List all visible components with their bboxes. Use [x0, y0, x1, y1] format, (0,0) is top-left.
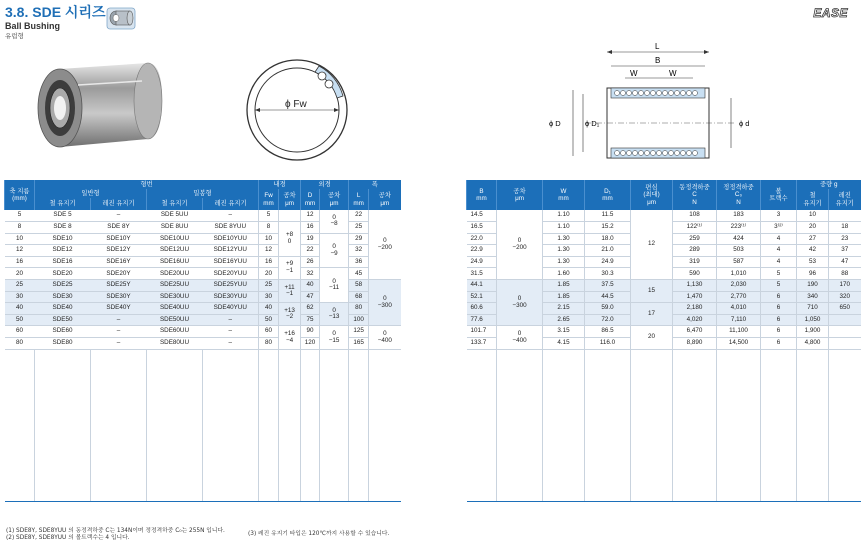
model-resin-cell: SDE16Y [91, 256, 147, 268]
weight-resin-cell: 18 [829, 222, 861, 234]
L-cell: 58 [349, 280, 369, 292]
fw-cell: 12 [259, 245, 279, 257]
col-resin-1: 레진 유지기 [91, 198, 147, 210]
model-resin-cell: SDE25Y [91, 280, 147, 292]
footnote-1: (1) SDE8Y, SDE8YUU 의 동정격하중 C는 134N이며 정정격하중 C₀는 255N 입니다. [6, 528, 225, 534]
D1-cell: 72.0 [585, 314, 631, 326]
B-cell: 52.1 [467, 291, 497, 303]
model-sealed-resin-cell: SDE20YUU [203, 268, 259, 280]
model-steel-cell: SDE80 [35, 338, 91, 350]
W-cell: 1.10 [543, 222, 585, 234]
col-weight-steel: 철 유지기 [797, 189, 829, 210]
col-ecc: 편심 (최대) μm [631, 180, 673, 210]
fw-tolerance-cell [279, 210, 301, 222]
dim-D: ϕ D [549, 119, 561, 128]
dynamic-load-cell: 319 [673, 256, 717, 268]
fw-cell: 50 [259, 314, 279, 326]
shaft-diameter-cell: 5 [5, 210, 35, 222]
filler-cell [91, 349, 147, 501]
weight-resin-cell [829, 326, 861, 338]
dynamic-load-cell: 590 [673, 268, 717, 280]
filler-cell [497, 349, 543, 501]
D-cell: 32 [301, 268, 320, 280]
weight-resin-cell: 23 [829, 233, 861, 245]
weight-steel-cell: 710 [797, 303, 829, 315]
W-cell: 1.30 [543, 245, 585, 257]
model-resin-cell: SDE40Y [91, 303, 147, 315]
ball-tracks-cell: 6 [761, 314, 797, 326]
B-cell: 24.9 [467, 256, 497, 268]
dynamic-load-cell: 108 [673, 210, 717, 222]
dynamic-load-cell: 1,470 [673, 291, 717, 303]
B-tolerance-cell: 0 −400 [497, 326, 543, 349]
static-load-cell: 424 [717, 233, 761, 245]
shaft-diameter-cell: 30 [5, 291, 35, 303]
static-load-cell: 587 [717, 256, 761, 268]
col-C0: 정정격하중 C₀ N [717, 180, 761, 210]
model-sealed-steel-cell: SDE 8UU [147, 222, 203, 234]
weight-resin-cell: 320 [829, 291, 861, 303]
L-cell: 32 [349, 245, 369, 257]
model-sealed-resin-cell: – [203, 326, 259, 338]
weight-steel-cell: 27 [797, 233, 829, 245]
L-tolerance-cell: 0 −400 [369, 326, 401, 349]
D-cell: 22 [301, 245, 320, 257]
static-load-cell: 11,100 [717, 326, 761, 338]
static-load-cell: 4,010 [717, 303, 761, 315]
col-shaft: 축 지름 (mm) [5, 180, 35, 210]
model-sealed-steel-cell: SDE40UU [147, 303, 203, 315]
left-table-row [5, 268, 401, 280]
page-subtitle-korean: 유럽형 [5, 32, 24, 40]
dynamic-load-cell: 259 [673, 233, 717, 245]
L-cell: 80 [349, 303, 369, 315]
static-load-cell: 2,770 [717, 291, 761, 303]
model-resin-cell: – [91, 210, 147, 222]
D-cell: 120 [301, 338, 320, 350]
dynamic-load-cell: 289 [673, 245, 717, 257]
ball-tracks-cell: 6 [761, 303, 797, 315]
dim-W-1: W [630, 69, 638, 78]
group-inner: 내경 [259, 180, 301, 189]
weight-steel-cell: 96 [797, 268, 829, 280]
filler-cell [717, 349, 761, 501]
filler-cell [259, 349, 279, 501]
left-table-row [5, 303, 401, 315]
D1-cell: 59.0 [585, 303, 631, 315]
group-weight: 중량 g [797, 180, 861, 189]
fw-cell: 40 [259, 303, 279, 315]
model-sealed-steel-cell: SDE60UU [147, 326, 203, 338]
model-resin-cell: – [91, 314, 147, 326]
D-cell: 62 [301, 303, 320, 315]
right-table-row [467, 280, 861, 292]
model-resin-cell: SDE12Y [91, 245, 147, 257]
weight-steel-cell: 1,900 [797, 326, 829, 338]
shaft-diameter-cell: 16 [5, 256, 35, 268]
dynamic-load-cell: 122⁽¹⁾ [673, 222, 717, 234]
model-resin-cell: – [91, 326, 147, 338]
shaft-diameter-cell: 12 [5, 245, 35, 257]
B-tolerance-cell: 0 −300 [497, 280, 543, 326]
fw-tolerance-cell: +11 −1 [279, 280, 301, 303]
D1-cell: 21.0 [585, 245, 631, 257]
W-cell: 2.65 [543, 314, 585, 326]
ball-tracks-cell: 5 [761, 280, 797, 292]
model-steel-cell: SDE12 [35, 245, 91, 257]
fw-cell: 16 [259, 256, 279, 268]
B-cell: 77.6 [467, 314, 497, 326]
B-cell: 101.7 [467, 326, 497, 338]
static-load-cell: 1,010 [717, 268, 761, 280]
model-steel-cell: SDE10 [35, 233, 91, 245]
D1-cell: 30.3 [585, 268, 631, 280]
D-cell: 47 [301, 291, 320, 303]
weight-resin-cell: 650 [829, 303, 861, 315]
col-weight-resin: 레진 유지기 [829, 189, 861, 210]
model-sealed-steel-cell: SDE30UU [147, 291, 203, 303]
col-resin-2: 레진 유지기 [203, 198, 259, 210]
model-resin-cell: SDE30Y [91, 291, 147, 303]
col-B-tol: 공차 μm [497, 180, 543, 210]
D1-cell: 44.5 [585, 291, 631, 303]
filler-cell [203, 349, 259, 501]
weight-steel-cell: 4,800 [797, 338, 829, 350]
weight-resin-cell: 47 [829, 256, 861, 268]
fw-label: ϕ Fw [285, 99, 307, 110]
W-cell: 1.30 [543, 233, 585, 245]
fw-cell: 10 [259, 233, 279, 245]
D-tolerance-cell: 0 −15 [320, 326, 349, 349]
footnote-2: (2) SDE8Y, SDE8YUU 의 볼트랙수는 4 입니다. [6, 534, 130, 541]
ball-tracks-cell: 3⁽²⁾ [761, 222, 797, 234]
ball-tracks-cell: 3 [761, 210, 797, 222]
static-load-cell: 223⁽¹⁾ [717, 222, 761, 234]
weight-steel-cell: 53 [797, 256, 829, 268]
dim-L: L [655, 42, 660, 51]
filler-cell [320, 349, 349, 501]
B-cell: 16.5 [467, 222, 497, 234]
W-cell: 4.15 [543, 338, 585, 350]
col-C: 동정격하중 C N [673, 180, 717, 210]
model-steel-cell: SDE 5 [35, 210, 91, 222]
W-cell: 1.85 [543, 291, 585, 303]
filler-cell [543, 349, 585, 501]
brand-logo: EASE [813, 6, 848, 20]
ball-tracks-cell: 4 [761, 233, 797, 245]
model-sealed-steel-cell: SDE10UU [147, 233, 203, 245]
col-B: B mm [467, 180, 497, 210]
weight-steel-cell: 190 [797, 280, 829, 292]
dynamic-load-cell: 8,890 [673, 338, 717, 350]
col-D: D mm [301, 189, 320, 210]
fw-tolerance-cell: +8 0 [279, 222, 301, 257]
dim-B: B [655, 56, 661, 65]
B-cell: 22.9 [467, 245, 497, 257]
weight-steel-cell: 1,050 [797, 314, 829, 326]
col-steel-1: 철 유지기 [35, 198, 91, 210]
model-resin-cell: SDE 8Y [91, 222, 147, 234]
ball-bushing-photo [30, 55, 175, 165]
model-sealed-resin-cell: – [203, 210, 259, 222]
sub-sealed: 밀봉형 [147, 189, 259, 198]
fw-cell: 8 [259, 222, 279, 234]
weight-steel-cell: 42 [797, 245, 829, 257]
L-cell: 68 [349, 291, 369, 303]
model-sealed-steel-cell: SDE20UU [147, 268, 203, 280]
static-load-cell: 183 [717, 210, 761, 222]
filler-cell [631, 349, 673, 501]
col-D1: D₁ mm [585, 180, 631, 210]
B-cell: 14.5 [467, 210, 497, 222]
W-cell: 1.30 [543, 256, 585, 268]
static-load-cell: 2,030 [717, 280, 761, 292]
left-table-row [5, 326, 401, 338]
L-cell: 125 [349, 326, 369, 338]
page-subtitle: Ball Bushing [5, 21, 61, 31]
filler-cell [797, 349, 829, 501]
footnotes [6, 528, 225, 541]
weight-steel-cell: 340 [797, 291, 829, 303]
weight-steel-cell: 10 [797, 210, 829, 222]
dim-d: ϕ d [739, 119, 750, 128]
W-cell: 1.60 [543, 268, 585, 280]
filler-cell [349, 349, 369, 501]
group-model: 형번 [35, 180, 259, 189]
fw-cell: 5 [259, 210, 279, 222]
model-sealed-steel-cell: SDE 5UU [147, 210, 203, 222]
filler-cell [5, 349, 35, 501]
model-sealed-steel-cell: SDE25UU [147, 280, 203, 292]
ball-tracks-cell: 4 [761, 256, 797, 268]
dim-D1: ϕ D₁ [585, 119, 600, 128]
L-tolerance-cell: 0 −200 [369, 210, 401, 280]
filler-row [5, 349, 401, 501]
weight-steel-cell: 20 [797, 222, 829, 234]
fw-cell: 60 [259, 326, 279, 338]
ball-tracks-cell: 6 [761, 326, 797, 338]
col-steel-2: 철 유지기 [147, 198, 203, 210]
filler-cell [147, 349, 203, 501]
model-sealed-steel-cell: SDE80UU [147, 338, 203, 350]
D-cell: 12 [301, 210, 320, 222]
model-sealed-steel-cell: SDE12UU [147, 245, 203, 257]
D1-cell: 116.0 [585, 338, 631, 350]
model-sealed-resin-cell: SDE25YUU [203, 280, 259, 292]
D1-cell: 24.9 [585, 256, 631, 268]
model-resin-cell: SDE10Y [91, 233, 147, 245]
right-table-row [467, 210, 861, 222]
col-L-tol: 공차 μm [369, 189, 401, 210]
end-view-drawing [245, 58, 357, 162]
L-cell: 165 [349, 338, 369, 350]
model-sealed-steel-cell: SDE50UU [147, 314, 203, 326]
D-cell: 26 [301, 256, 320, 268]
model-sealed-resin-cell: – [203, 338, 259, 350]
D-cell: 19 [301, 233, 320, 245]
W-cell: 1.85 [543, 280, 585, 292]
L-cell: 22 [349, 210, 369, 222]
left-table-row [5, 233, 401, 245]
shaft-diameter-cell: 60 [5, 326, 35, 338]
L-cell: 36 [349, 256, 369, 268]
filler-cell [673, 349, 717, 501]
D1-cell: 86.5 [585, 326, 631, 338]
W-cell: 2.15 [543, 303, 585, 315]
group-outer: 외경 [301, 180, 349, 189]
fw-tolerance-cell: +9 −1 [279, 256, 301, 279]
filler-row [467, 349, 861, 501]
shaft-diameter-cell: 40 [5, 303, 35, 315]
weight-resin-cell [829, 210, 861, 222]
model-steel-cell: SDE60 [35, 326, 91, 338]
model-sealed-resin-cell: SDE40YUU [203, 303, 259, 315]
model-resin-cell: SDE20Y [91, 268, 147, 280]
fw-cell: 25 [259, 280, 279, 292]
filler-cell [279, 349, 301, 501]
eccentricity-cell: 15 [631, 280, 673, 303]
group-width: 폭 [349, 180, 401, 189]
dynamic-load-cell: 1,130 [673, 280, 717, 292]
model-steel-cell: SDE30 [35, 291, 91, 303]
ball-tracks-cell: 5 [761, 268, 797, 280]
model-sealed-steel-cell: SDE16UU [147, 256, 203, 268]
L-cell: 45 [349, 268, 369, 280]
weight-resin-cell: 170 [829, 280, 861, 292]
ball-tracks-cell: 6 [761, 338, 797, 350]
D-cell: 40 [301, 280, 320, 292]
ball-tracks-cell: 4 [761, 245, 797, 257]
left-table-row [5, 210, 401, 222]
model-sealed-resin-cell: SDE 8YUU [203, 222, 259, 234]
weight-resin-cell [829, 338, 861, 350]
model-steel-cell: SDE40 [35, 303, 91, 315]
filler-cell [829, 349, 861, 501]
right-table-row [467, 326, 861, 338]
W-cell: 1.10 [543, 210, 585, 222]
weight-resin-cell: 37 [829, 245, 861, 257]
eccentricity-cell: 20 [631, 326, 673, 349]
footnote-3: (3) 레진 유지기 타입은 120℃까지 사용할 수 있습니다. [248, 531, 390, 537]
D-tolerance-cell: 0 −13 [320, 303, 349, 326]
shaft-diameter-cell: 50 [5, 314, 35, 326]
weight-resin-cell: 88 [829, 268, 861, 280]
dynamic-load-cell: 4,020 [673, 314, 717, 326]
dim-W-2: W [669, 69, 677, 78]
model-steel-cell: SDE25 [35, 280, 91, 292]
model-sealed-resin-cell: SDE12YUU [203, 245, 259, 257]
dynamic-load-cell: 2,180 [673, 303, 717, 315]
L-cell: 29 [349, 233, 369, 245]
filler-cell [585, 349, 631, 501]
model-sealed-resin-cell: SDE16YUU [203, 256, 259, 268]
fw-tolerance-cell: +16 −4 [279, 326, 301, 349]
sub-standard: 일반형 [35, 189, 147, 198]
weight-resin-cell [829, 314, 861, 326]
B-cell: 31.5 [467, 268, 497, 280]
ball-bushing-thumbnail-icon [106, 5, 136, 31]
B-cell: 133.7 [467, 338, 497, 350]
shaft-diameter-cell: 20 [5, 268, 35, 280]
shaft-diameter-cell: 8 [5, 222, 35, 234]
shaft-diameter-cell: 80 [5, 338, 35, 350]
B-cell: 22.0 [467, 233, 497, 245]
D-cell: 16 [301, 222, 320, 234]
fw-cell: 20 [259, 268, 279, 280]
ball-tracks-cell: 6 [761, 291, 797, 303]
static-load-cell: 14,500 [717, 338, 761, 350]
L-cell: 100 [349, 314, 369, 326]
D-tolerance-cell: 0 −11 [320, 268, 349, 303]
shaft-diameter-cell: 10 [5, 233, 35, 245]
model-resin-cell: – [91, 338, 147, 350]
D-cell: 75 [301, 314, 320, 326]
left-spec-table [4, 180, 401, 502]
D1-cell: 18.0 [585, 233, 631, 245]
W-cell: 3.15 [543, 326, 585, 338]
model-sealed-resin-cell: – [203, 314, 259, 326]
filler-cell [301, 349, 320, 501]
col-tracks: 볼 트랙수 [761, 180, 797, 210]
model-steel-cell: SDE20 [35, 268, 91, 280]
filler-cell [35, 349, 91, 501]
page-title: 3.8. SDE 시리즈 [5, 4, 106, 20]
page-title-block [5, 2, 106, 40]
static-load-cell: 503 [717, 245, 761, 257]
col-L: L mm [349, 189, 369, 210]
D1-cell: 37.5 [585, 280, 631, 292]
col-W: W mm [543, 180, 585, 210]
fw-tolerance-cell: +13 −2 [279, 303, 301, 326]
col-fw-tol: 공차 μm [279, 189, 301, 210]
model-steel-cell: SDE16 [35, 256, 91, 268]
model-steel-cell: SDE50 [35, 314, 91, 326]
shaft-diameter-cell: 25 [5, 280, 35, 292]
section-view-drawing [545, 38, 775, 168]
model-sealed-resin-cell: SDE10YUU [203, 233, 259, 245]
model-steel-cell: SDE 8 [35, 222, 91, 234]
filler-cell [467, 349, 497, 501]
L-tolerance-cell: 0 −300 [369, 280, 401, 326]
right-spec-table [466, 180, 861, 502]
L-cell: 25 [349, 222, 369, 234]
fw-cell: 80 [259, 338, 279, 350]
B-cell: 44.1 [467, 280, 497, 292]
col-D-tol: 공차 μm [320, 189, 349, 210]
static-load-cell: 7,110 [717, 314, 761, 326]
col-fw: Fw mm [259, 189, 279, 210]
filler-cell [369, 349, 401, 501]
eccentricity-cell: 12 [631, 210, 673, 280]
B-cell: 60.6 [467, 303, 497, 315]
D-tolerance-cell: 0 −9 [320, 233, 349, 268]
D1-cell: 15.2 [585, 222, 631, 234]
eccentricity-cell: 17 [631, 303, 673, 326]
B-tolerance-cell: 0 −200 [497, 210, 543, 280]
filler-cell [761, 349, 797, 501]
model-sealed-resin-cell: SDE30YUU [203, 291, 259, 303]
D1-cell: 11.5 [585, 210, 631, 222]
fw-cell: 30 [259, 291, 279, 303]
D-tolerance-cell: 0 −8 [320, 210, 349, 233]
dynamic-load-cell: 6,470 [673, 326, 717, 338]
D-cell: 90 [301, 326, 320, 338]
